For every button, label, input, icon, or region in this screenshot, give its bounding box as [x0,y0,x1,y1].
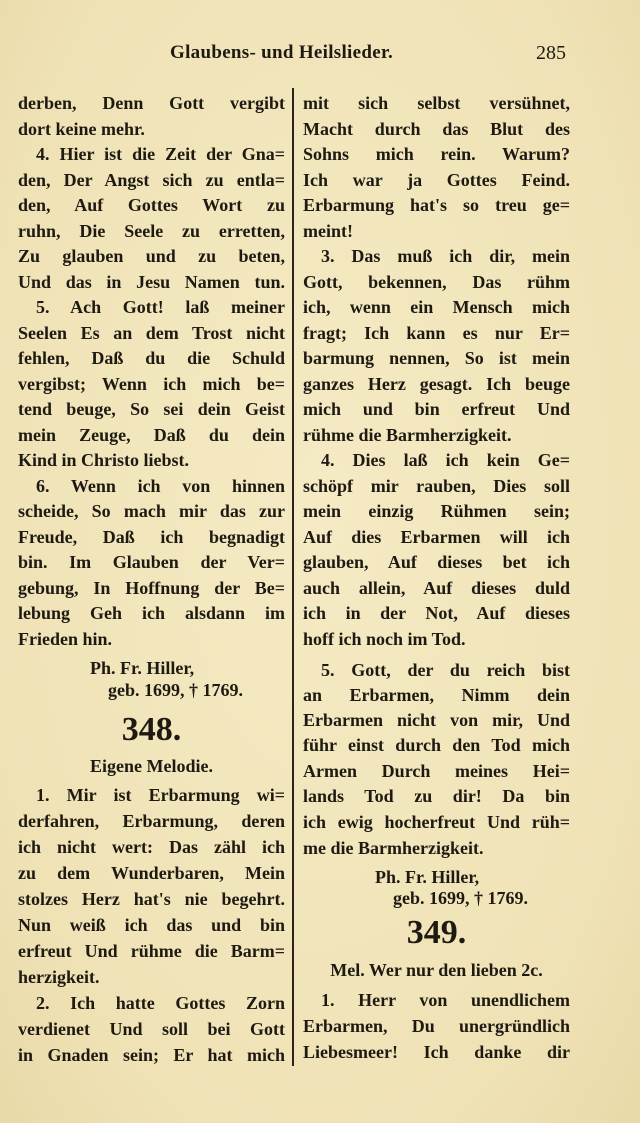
text-line: tend beuge, So sei dein Geist [18,399,285,419]
text-line: derben, Denn Gott vergibt [18,93,285,113]
column-divider [292,88,294,1066]
text-line: führ einst durch den Tod mich [303,735,570,755]
running-title: Glaubens- und Heilslieder. [170,42,394,63]
page-number: 285 [536,42,566,64]
text-line: Armen Durch meines Hei= [303,761,570,781]
text-line: ich, wenn ein Mensch mich [303,297,570,317]
text-line: mein Zeuge, Daß du dein [18,424,285,445]
text-line: glauben, Auf dieses bet ich [303,552,570,572]
text-line: Gott, bekennen, Das rühm [303,271,570,292]
text-line: Macht durch das Blut des [303,118,570,139]
text-line: Kind in Christo liebst. [18,450,190,470]
text-line: lebung Geh ich alsdann im [18,603,285,623]
text-line: an Erbarmen, Nimm dein [303,685,570,705]
text-line: vergibst; Wenn ich mich be= [18,373,285,394]
stanza-start-line: 5. Ach Gott! laß meiner [36,297,285,317]
text-line: Frieden hin. [18,628,113,649]
text-line: Ich war ja Gottes Feind. [303,169,570,190]
text-line: scheide, So mach mir das zur [18,501,285,521]
text-line: lands Tod zu dir! Da bin [303,786,570,806]
text-line: ganzes Herz gesagt. Ich beuge [303,373,570,394]
text-line: ich in der Not, Auf dieses [303,603,570,623]
stanza-start-line: 6. Wenn ich von hinnen [36,475,285,496]
stanza-start-line: 4. Hier ist die Zeit der Gna= [36,144,285,164]
text-line: mich und bin erfreut Und [303,399,570,419]
text-line: rühme die Barmherzigkeit. [303,424,512,445]
text-line: fragt; Ich kann es nur Er= [303,322,570,343]
text-line: Seelen Es an dem Trost nicht [18,322,285,343]
text-line: gebung, In Hoffnung der Be= [18,577,285,598]
stanza-start-line: 1. Herr von unendlichem [321,990,570,1010]
text-line: in Gnaden sein; Er hat mich [18,1045,285,1065]
right-column [303,0,570,1123]
text-line: bin. Im Glauben der Ver= [18,552,285,572]
left-column [18,0,285,1123]
stanza-start-line: 2. Ich hatte Gottes Zorn [36,993,285,1013]
text-line: auch allein, Auf dieses duld [303,577,570,598]
text-line: stolzes Herz hat's nie begehrt. [18,889,285,909]
text-line: mein einzig Rühmen sein; [303,501,570,521]
text-line: Erbarmen, Du unergründlich [303,1016,570,1036]
text-line: Auf dies Erbarmen will ich [303,526,570,547]
stanza-start-line: 4. Dies laß ich kein Ge= [321,450,570,470]
text-line: ich nicht wert: Das zähl ich [18,837,285,857]
hymn-number: 349. [406,914,467,951]
stanza-start-line: 5. Gott, der du reich bist [321,660,570,680]
text-line: zu dem Wunderbaren, Mein [18,863,285,883]
text-line: Erbarmung hat's so treu ge= [303,195,570,215]
text-line: dort keine mehr. [18,118,145,139]
text-line: derfahren, Erbarmung, deren [18,811,285,831]
text-line: ruhn, Die Seele zu erretten, [18,220,285,241]
author-credit: geb. 1699, † 1769. [108,680,243,700]
text-line: fehlen, Daß du die Schuld [18,348,285,368]
melody-note: Mel. Wer nur den lieben 2c. [330,960,543,980]
text-line: mit sich selbst versühnet, [303,93,570,113]
author-credit: Ph. Fr. Hiller, [90,658,195,678]
text-line: verdienet Und soll bei Gott [18,1019,285,1039]
text-line: me die Barmherzigkeit. [303,838,484,858]
text-line: Erbarmen nicht von mir, Und [303,710,570,730]
text-line: Und das in Jesu Namen tun. [18,271,285,292]
text-line: herzigkeit. [18,967,100,987]
stanza-start-line: 1. Mir ist Erbarmung wi= [36,785,285,805]
text-line: Sohns mich rein. Warum? [303,144,570,164]
text-line: den, Auf Gottes Wort zu [18,195,285,215]
author-credit: geb. 1699, † 1769. [393,888,528,908]
author-credit: Ph. Fr. Hiller, [375,867,480,887]
text-line: meint! [303,220,353,241]
text-line: den, Der Angst sich zu entla= [18,169,285,190]
text-line: schöpf mir rauben, Dies soll [303,475,570,496]
text-line: ich ewig hocherfreut Und rüh= [303,812,570,832]
text-line: barmung nennen, So ist mein [303,348,570,368]
text-line: Liebesmeer! Ich danke dir [303,1042,570,1062]
text-line: Freude, Daß ich begnadigt [18,526,285,547]
melody-note: Eigene Melodie. [90,756,213,776]
text-line: erfreut Und rühme die Barm= [18,941,285,961]
text-line: Nun weiß ich das und bin [18,915,285,935]
hymn-number: 348. [121,711,182,748]
text-line: hoff ich noch im Tod. [303,628,466,649]
stanza-start-line: 3. Das muß ich dir, mein [321,246,570,266]
text-line: Zu glauben und zu beten, [18,246,285,266]
